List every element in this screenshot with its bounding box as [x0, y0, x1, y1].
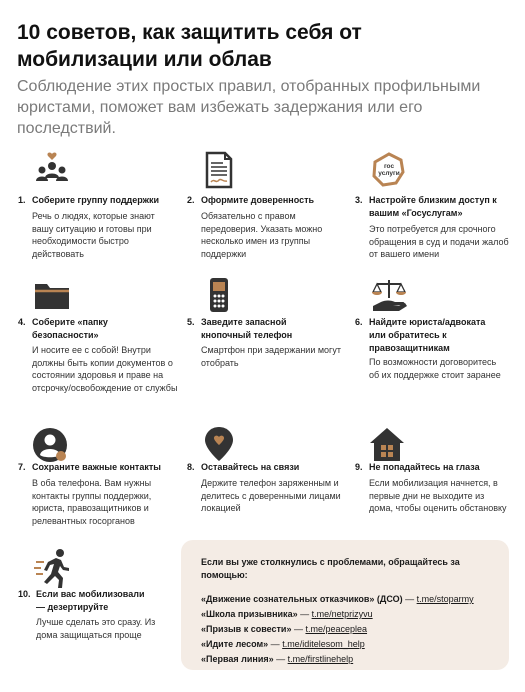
folder-icon	[32, 276, 72, 316]
tip-body: Смартфон при задержании могут отобрать	[201, 345, 341, 368]
telegram-link[interactable]: t.me/stoparmy	[416, 594, 474, 604]
tip-number: 8.	[187, 462, 195, 472]
help-entry-conscience: «Призыв к совести» — t.me/peaceplea	[201, 624, 368, 634]
tip-number: 3.	[355, 195, 363, 205]
tip-body: Держите телефон заряженным и делитесь с доверенными лицами локацией	[201, 478, 341, 513]
help-entry-first-line: «Первая линия» — t.me/firstlinehelp	[201, 654, 354, 664]
tip-number: 6.	[355, 317, 363, 327]
tip-heading: Соберите «папку безопасности»	[32, 317, 108, 340]
tip-heading: Соберите группу поддержки	[32, 195, 160, 205]
help-box-intro: Если вы уже столкнулись с проблемами, обращайтесь за помощью:	[201, 557, 460, 580]
tip-body: Речь о людях, которые знают вашу ситуацию и готовы при необходимости быстро действовать	[32, 211, 155, 259]
help-entry-school: «Школа призывника» — t.me/netprizyvu	[201, 609, 373, 619]
tip-body: В оба телефона. Вам нужны контакты группы поддержки, юриста, правозащитников и релевантных госорганов	[32, 478, 152, 526]
contact-icon	[30, 425, 70, 465]
org-name: «Школа призывника»	[201, 609, 298, 619]
tip-heading: Оформите доверенность	[201, 195, 315, 205]
tip-heading: Настройте близким доступ к вашим «Госуслугам»	[369, 195, 497, 218]
tip-heading: Оставайтесь на связи	[201, 462, 300, 472]
telegram-link[interactable]: t.me/iditelesom_help	[282, 639, 365, 649]
org-name: «Идите лесом»	[201, 639, 269, 649]
location-icon	[199, 425, 239, 465]
tip-body: Обязательно с правом передоверия. Указать можно несколько имен из группы поддержки	[201, 211, 323, 259]
telegram-link[interactable]: t.me/netprizyvu	[311, 609, 373, 619]
svg-text:услуги: услуги	[378, 170, 400, 177]
tip-number: 1.	[18, 195, 26, 205]
tip-body: И носите ее с собой! Внутри должны быть копии документов о состоянии здоровья и праве на отсрочку/освобождение от службы	[32, 345, 178, 393]
document-icon	[199, 150, 239, 190]
org-name: «Первая линия»	[201, 654, 274, 664]
tip-number: 4.	[18, 317, 26, 327]
tip-heading: Заведите запасной кнопочный телефон	[201, 317, 293, 340]
tip-body: Лучше сделать это сразу. Из дома защищаться проще	[36, 617, 156, 640]
help-box	[181, 540, 509, 670]
gosuslugi-icon	[369, 150, 409, 190]
gosuslugi-logo-text: гос	[383, 163, 395, 170]
tip-number: 2.	[187, 195, 195, 205]
tip-heading: Не попадайтесь на глаза	[369, 462, 480, 472]
group-icon	[32, 150, 72, 190]
running-person-icon	[34, 548, 74, 588]
telegram-link[interactable]: t.me/firstlinehelp	[287, 654, 354, 664]
org-name: «Призыв к совести»	[201, 624, 292, 634]
tip-heading: Если вас мобилизовали — дезертируйте	[36, 589, 145, 612]
tip-number: 7.	[18, 462, 26, 472]
help-entry-dso: «Движение сознательных отказчиков» (ДСО) — t.me/stoparmy	[201, 594, 474, 604]
phone-icon	[199, 276, 239, 316]
tip-heading: Найдите юриста/адвоката или обратитесь к правозащитникам	[369, 317, 486, 353]
home-icon	[367, 425, 407, 465]
justice-scales-icon	[369, 276, 409, 316]
tip-heading: Сохраните важные контакты	[32, 462, 161, 472]
tip-body: Если мобилизация начнется, в первые дни не выходите из дома, чтобы оценить обстановку	[369, 478, 507, 513]
telegram-link[interactable]: t.me/peaceplea	[305, 624, 368, 634]
tip-number: 10.	[18, 589, 31, 599]
tip-number: 5.	[187, 317, 195, 327]
page-title: 10 советов, как защитить себя от мобилизации или облав	[17, 21, 362, 71]
tip-number: 9.	[355, 462, 363, 472]
org-name: «Движение сознательных отказчиков» (ДСО)	[201, 594, 403, 604]
tip-body: По возможности договоритесь об их поддержке стоит заранее	[369, 357, 501, 380]
page-subtitle: Соблюдение этих простых правил, отобранных профильными юристами, поможет вам избежать задержания или его последствий.	[17, 78, 481, 137]
tip-body: Это потребуется для срочного обращения в суд и подачи жалоб от вашего имени	[369, 224, 509, 259]
help-entry-forest: «Идите лесом» — t.me/iditelesom_help	[201, 639, 365, 649]
